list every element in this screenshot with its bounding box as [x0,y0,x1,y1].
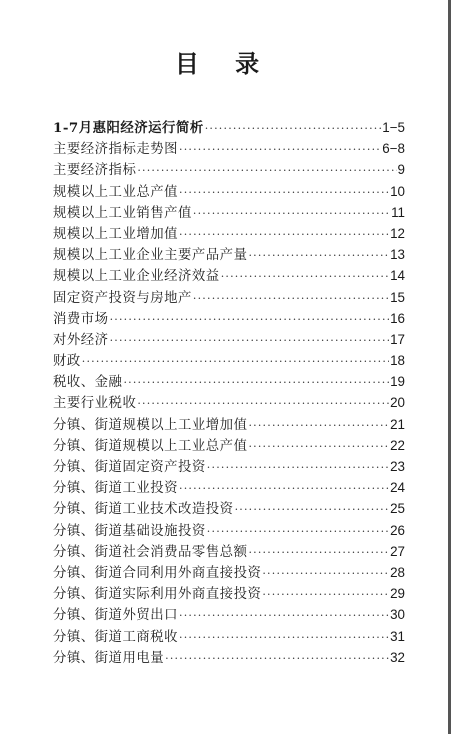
toc-entry-label: 财政 [53,354,81,370]
toc-entry-page-number: 18 [390,353,405,369]
toc-dot-leader [205,118,382,139]
toc-entry[interactable] [53,117,405,138]
toc-entry-label: 分镇、街道固定资产投资 [53,460,206,475]
toc-dot-leader [179,478,389,499]
toc-entry-page-number: 1−5 [382,120,405,135]
toc-entry[interactable] [53,159,405,180]
toc-entry-page-number: 31 [390,628,405,644]
toc-dot-leader [248,542,389,563]
toc-entry-label: 分镇、街道外贸出口 [53,608,179,624]
toc-entry-label: 分镇、街道实际利用外商直接投资 [53,587,262,603]
toc-entry-page-number: 13 [390,247,405,263]
toc-dot-leader [110,309,390,330]
toc-entry-page-number: 12 [390,225,405,241]
toc-entry[interactable] [53,287,405,308]
toc-entry-page-number: 14 [390,268,405,284]
toc-entry-page-number: 23 [390,459,405,474]
toc-entry-page-number: 9 [397,162,405,178]
toc-dot-leader [248,245,389,266]
toc-entry-label: 规模以上工业总产值 [53,184,179,200]
toc-entry-page-number: 21 [390,416,405,432]
toc-dot-leader [262,584,389,605]
toc-entry-page-number: 30 [390,607,405,623]
toc-entry[interactable] [53,520,405,541]
toc-entry-label: 分镇、街道工业投资 [53,481,179,497]
toc-entry[interactable] [53,583,405,604]
page-title: 目 录 [174,50,274,78]
toc-entry-page-number: 29 [390,586,405,602]
toc-dot-leader [123,372,389,393]
toc-dot-leader [248,436,389,457]
toc-entry-page-number: 26 [390,522,405,538]
toc-entry-page-number: 16 [390,310,405,326]
toc-entry[interactable] [53,392,405,413]
toc-entry-label: 分镇、街道社会消费品零售总额 [53,544,248,560]
toc-entry[interactable] [53,371,405,392]
toc-dot-leader [179,139,381,160]
toc-entry-label: 规模以上工业增加值 [53,226,179,242]
toc-dot-leader [262,563,389,584]
toc-entry[interactable] [53,265,405,286]
toc-entry[interactable] [53,562,405,583]
toc-dot-leader [235,499,390,520]
toc-entry[interactable] [53,244,405,265]
toc-entry-page-number: 28 [390,564,405,580]
toc-entry-label: 分镇、街道规模以上工业总产值 [53,438,248,454]
toc-entry[interactable] [53,329,405,350]
toc-dot-leader [179,182,389,203]
toc-entry-label: 规模以上工业销售产值 [53,205,192,221]
toc-entry[interactable] [53,202,405,223]
table-of-contents [53,117,405,668]
toc-entry-label: 分镇、街道规模以上工业增加值 [53,417,248,433]
toc-entry-page-number: 32 [390,649,405,665]
toc-entry[interactable] [53,498,405,519]
toc-entry[interactable] [53,350,405,371]
toc-entry-page-number: 19 [390,374,405,390]
toc-entry-page-number: 6−8 [382,141,405,157]
toc-dot-leader [165,648,389,669]
toc-entry-label: 主要经济指标 [53,163,137,179]
toc-entry-page-number: 11 [391,204,405,220]
toc-entry[interactable] [53,181,405,202]
toc-entry[interactable] [53,414,405,435]
toc-entry-label: 对外经济 [53,332,109,348]
toc-entry[interactable] [53,435,405,456]
toc-entry-page-number: 10 [390,183,405,199]
toc-entry-label: 分镇、街道工商税收 [53,629,179,645]
toc-dot-leader [248,415,389,436]
toc-dot-leader [207,457,389,478]
toc-entry[interactable] [53,626,405,647]
toc-dot-leader [137,160,396,181]
toc-entry[interactable] [53,138,405,159]
toc-entry-page-number: 22 [390,437,405,453]
toc-dot-leader [179,224,389,245]
toc-entry-label: 主要经济指标走势图 [53,142,179,158]
toc-entry-page-number: 24 [390,480,405,496]
toc-entry[interactable] [53,604,405,625]
toc-dot-leader [193,203,390,224]
toc-dot-leader [179,605,389,626]
toc-entry[interactable] [53,223,405,244]
toc-entry-label: 规模以上工业企业经济效益 [53,269,220,285]
toc-entry-label: 固定资产投资与房地产 [53,290,192,306]
toc-entry-label: 分镇、街道用电量 [53,650,165,666]
toc-entry-label: 消费市场 [53,311,109,327]
toc-entry-label: 主要行业税收 [53,396,137,412]
toc-dot-leader [110,330,390,351]
toc-entry[interactable] [53,541,405,562]
toc-entry-label: 税收、金融 [53,375,123,391]
toc-entry-page-number: 15 [390,289,405,305]
toc-entry-page-number: 20 [390,395,405,411]
toc-dot-leader [137,393,389,414]
toc-dot-leader [221,266,389,287]
toc-entry-label: 1-7月惠阳经济运行简析 [53,120,204,136]
toc-dot-leader [179,627,389,648]
toc-entry[interactable] [53,456,405,477]
toc-entry-label: 分镇、街道工业技术改造投资 [53,502,234,518]
toc-entry-label: 分镇、街道合同利用外商直接投资 [53,565,262,581]
toc-dot-leader [207,521,389,542]
toc-entry[interactable] [53,647,405,668]
toc-entry-page-number: 25 [390,501,405,517]
toc-entry-label: 规模以上工业企业主要产品产量 [53,248,248,264]
toc-entry[interactable] [53,477,405,498]
toc-entry-label: 分镇、街道基础设施投资 [53,523,206,539]
toc-dot-leader [193,288,389,309]
toc-entry-page-number: 17 [390,331,405,347]
toc-entry[interactable] [53,308,405,329]
toc-entry-page-number: 27 [390,543,405,559]
toc-dot-leader [82,351,389,372]
